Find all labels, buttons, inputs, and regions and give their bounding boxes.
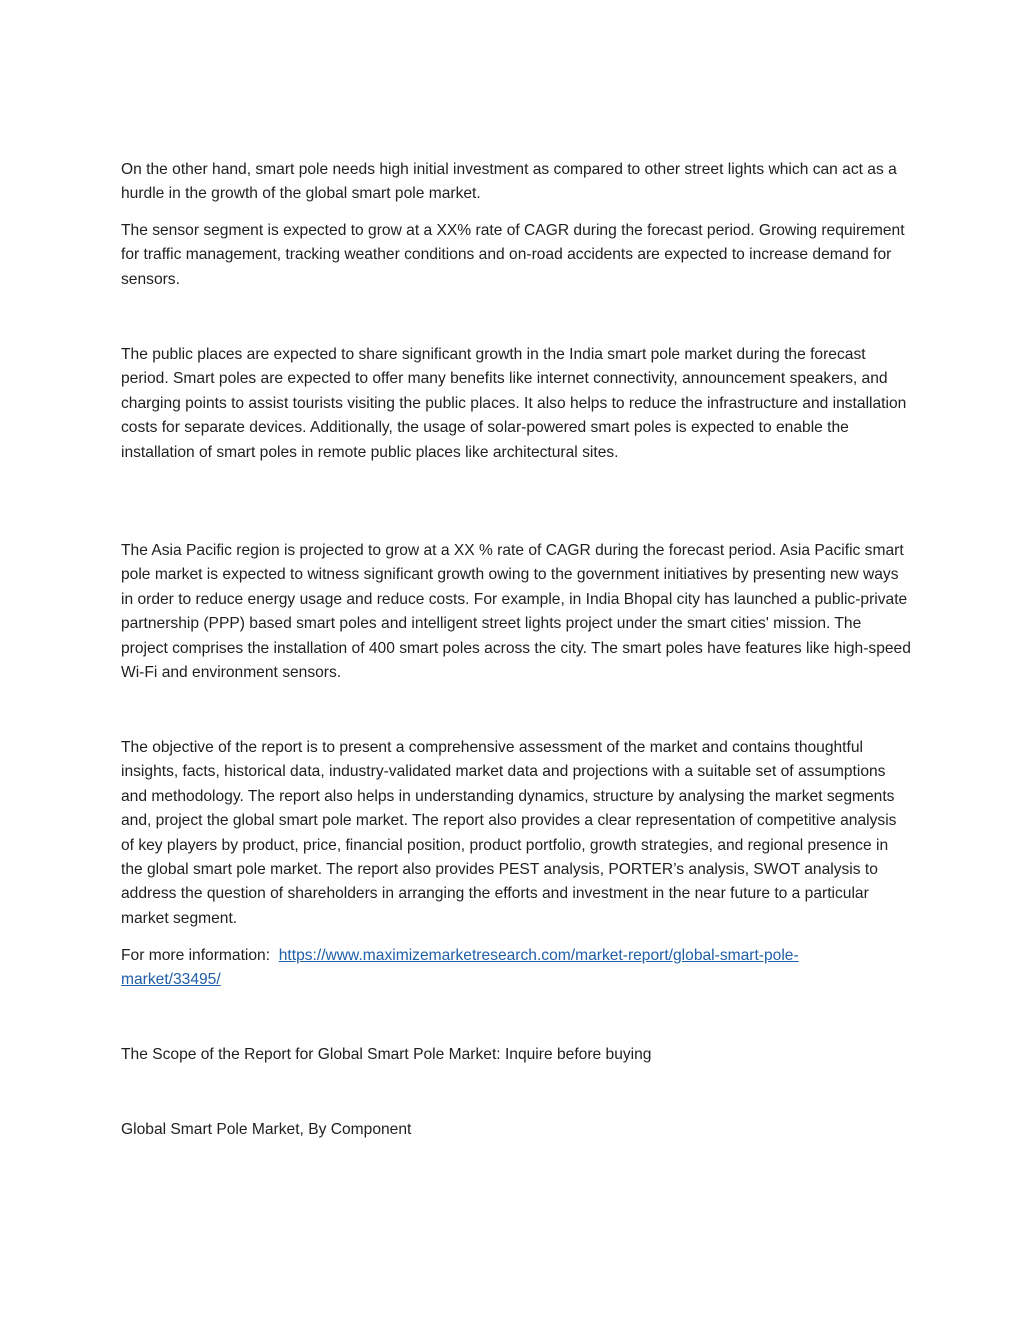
paragraph-investment-hurdle: On the other hand, smart pole needs high initial investment as compared to other street lights which can act as a hurdle in the growth of the global smart pole market. [121,161,897,203]
scope-heading: The Scope of the Report for Global Smart Pole Market: Inquire before buying [121,1046,652,1063]
more-information-label: For more information: [121,947,271,964]
component-heading: Global Smart Pole Market, By Component [121,1121,412,1138]
paragraph-sensor-segment: The sensor segment is expected to grow at a XX% rate of CAGR during the forecast period. Growing requirement for traffic management, tracking weather conditions and on-road accidents are expected to increase demand for sensors. [121,222,905,288]
paragraph-public-places: The public places are expected to share significant growth in the India smart pole market during the forecast period. Smart poles are expected to offer many benefits like internet connectivity, announcement speakers, and charging points to assist tourists visiting the public places. It also helps to reduce the infrastructure and installation costs for separate devices. Additionally, the usage of solar-powered smart poles is expected to enable the installation of smart poles in remote public places like architectural sites. [121,346,907,461]
paragraph-report-objective: The objective of the report is to present a comprehensive assessment of the market and contains thoughtful insights, facts, historical data, industry-validated market data and projections with a suitable set of assumptions and methodology. The report also helps in understanding dynamics, structure by analysing the market segments and, project the global smart pole market. The report also provides a clear representation of competitive analysis of key players by product, price, financial position, product portfolio, growth strategies, and regional presence in the global smart pole market. The report also provides PEST analysis, PORTER’s analysis, SWOT analysis to address the question of shareholders in arranging the efforts and investment in the near future to a particular market segment. [121,739,897,927]
more-information-line [121,944,911,993]
paragraph-asia-pacific: The Asia Pacific region is projected to grow at a XX % rate of CAGR during the forecast period. Asia Pacific smart pole market is expected to witness significant growth owing to the government initiatives by presenting new ways in order to reduce energy usage and reduce costs. For example, in India Bhopal city has launched a public-private partnership (PPP) based smart poles and intelligent street lights project under the smart cities' mission. The project comprises the installation of 400 smart poles across the city. The smart poles have features like high-speed Wi-Fi and environment sensors. [121,542,911,682]
report-link-line-1[interactable]: https://www.maximizemarketresearch.com/market-report/global-smart-pole- [278,947,799,964]
report-link-line-2[interactable]: market/33495/ [121,971,221,989]
